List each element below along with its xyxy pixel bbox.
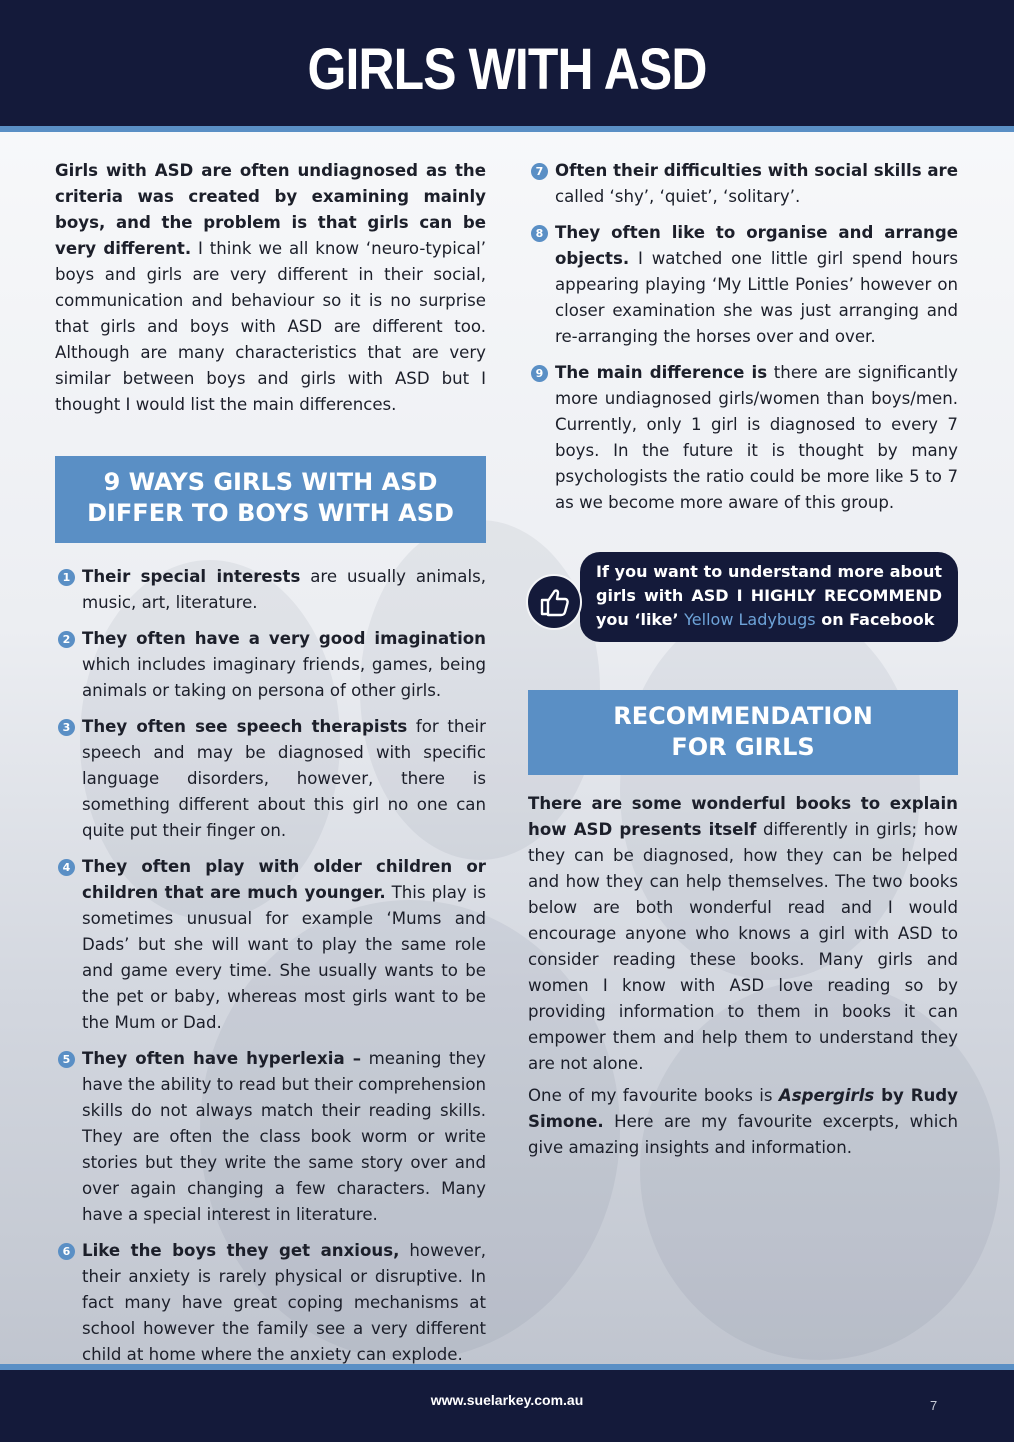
book-intro: One of my favourite books is — [528, 1086, 779, 1105]
item-bold: They often like to organise and arrange objects. — [555, 223, 958, 268]
intro-text: I think we all know ‘neuro-typical’ boys and girls are very different in their social, communication and behaviour so it is no surprise that girls and boys with ASD are different too. Although are many characteristics that are very similar between boys and girls with ASD but I thought I would list the main differences. — [55, 239, 486, 414]
header-bar — [0, 0, 1014, 126]
list-item — [55, 1238, 486, 1368]
number-badge: 2 — [58, 631, 75, 648]
page-number: 7 — [930, 1398, 938, 1413]
item-text: called ‘shy’, ‘quiet’, ‘solitary’. — [555, 187, 801, 206]
item-text: This play is sometimes unusual for example ‘Mums and Dads’ but she will want to play the same role and game every time. She usually wants to be the pet or baby, whereas most girls want to be the Mum or Dad. — [82, 883, 486, 1032]
item-text: I watched one little girl spend hours appearing playing ‘My Little Ponies’ however on closer examination she was just arranging and re-arranging the horses over and over. — [555, 249, 958, 346]
number-badge: 8 — [531, 225, 548, 242]
item-text: meaning they have the ability to read but their comprehension skills do not always match their reading skills. They are often the class book worm or write stories but they write the same story over and over again changing a few characters. Many have a special interest in literature. — [82, 1049, 486, 1224]
item-bold: They often play with older children or children that are much younger. — [82, 857, 486, 902]
item-text: are usually animals, music, art, literature. — [82, 567, 486, 612]
item-bold: Often their difficulties with social skills are — [555, 161, 958, 180]
item-bold: They often have a very good imagination — [82, 629, 486, 648]
recommendation-heading-box — [528, 690, 958, 775]
number-badge: 7 — [531, 163, 548, 180]
number-badge: 5 — [58, 1051, 75, 1068]
recommendation-paragraph — [528, 791, 958, 1077]
header-divider — [0, 126, 1014, 132]
yellow-ladybugs-link[interactable]: Yellow Ladybugs — [684, 610, 816, 629]
thumbs-up-icon — [526, 574, 582, 630]
intro-paragraph — [55, 158, 486, 418]
item-text: for their speech and may be diagnosed with specific language disorders, however, there is something different about this girl no one can quite put their finger on. — [82, 717, 486, 840]
ways-heading-line1: 9 WAYS GIRLS WITH ASD — [103, 468, 438, 496]
left-column — [55, 158, 486, 1378]
list-item — [55, 564, 486, 616]
recommendation-heading-line1: RECOMMENDATION — [613, 702, 873, 730]
callout-text: If you want to understand more about girls with ASD I HIGHLY RECOMMEND you ‘like’ — [596, 562, 942, 629]
recommendation-text — [528, 791, 958, 1161]
number-badge: 9 — [531, 365, 548, 382]
recommendation-heading-line2: FOR GIRLS — [671, 733, 815, 761]
list-item — [55, 1046, 486, 1228]
book-author: by Rudy Simone. — [528, 1086, 958, 1131]
item-bold: They often have hyperlexia – — [82, 1049, 362, 1068]
item-text: however, their anxiety is rarely physical or disruptive. In fact many have great coping mechanisms at school however the family see a very different child at home where the anxiety can explode. — [82, 1241, 486, 1364]
rec-text: differently in girls; how they can be diagnosed, how they can be helped and how they can help themselves. The two books below are both wonderful read and I would encourage anyone who knows a girl with ASD to consider reading these books. Many girls and women I know with ASD love reading so by providing information to them in books it can empower them and help them to understand they are not alone. — [528, 820, 959, 1073]
item-bold: The main difference is — [555, 363, 768, 382]
book-title: Aspergirls — [778, 1086, 875, 1105]
rec-bold: There are some wonderful books to explain how ASD presents itself — [528, 794, 958, 839]
list-item — [528, 220, 958, 350]
list-item — [528, 360, 958, 516]
footer-bar — [0, 1370, 1014, 1442]
intro-bold: Girls with ASD are often undiagnosed as the criteria was created by examining mainly boys, and the problem is that girls can be very different. — [55, 161, 486, 258]
number-badge: 6 — [58, 1243, 75, 1260]
number-badge: 3 — [58, 719, 75, 736]
book-paragraph — [528, 1083, 958, 1161]
facebook-callout — [580, 552, 958, 642]
item-text: which includes imaginary friends, games, being animals or taking on persona of other girls. — [82, 655, 486, 700]
list-item — [55, 626, 486, 704]
item-text: there are significantly more undiagnosed girls/women than boys/men. Currently, only 1 girl is diagnosed to every 7 boys. In the future it is thought by many psychologists the ratio could be more like 5 to 7 as we become more aware of this group. — [555, 363, 958, 512]
page-title: GIRLS WITH ASD — [307, 37, 707, 102]
right-column — [528, 158, 958, 1167]
item-bold: They often see speech therapists — [82, 717, 408, 736]
number-badge: 4 — [58, 859, 75, 876]
item-bold: Their special interests — [82, 567, 301, 586]
book-text: Here are my favourite excerpts, which give amazing insights and information. — [528, 1112, 958, 1157]
website-link[interactable]: www.suelarkey.com.au — [430, 1392, 584, 1408]
list-item — [55, 854, 486, 1036]
ways-heading-line2: DIFFER TO BOYS WITH ASD — [87, 499, 454, 527]
ways-list — [55, 564, 486, 1368]
list-item — [528, 158, 958, 210]
list-item — [55, 714, 486, 844]
ways-heading-box — [55, 456, 486, 543]
callout-suffix: on Facebook — [815, 610, 935, 629]
number-badge: 1 — [58, 569, 75, 586]
item-bold: Like the boys they get anxious, — [82, 1241, 400, 1260]
